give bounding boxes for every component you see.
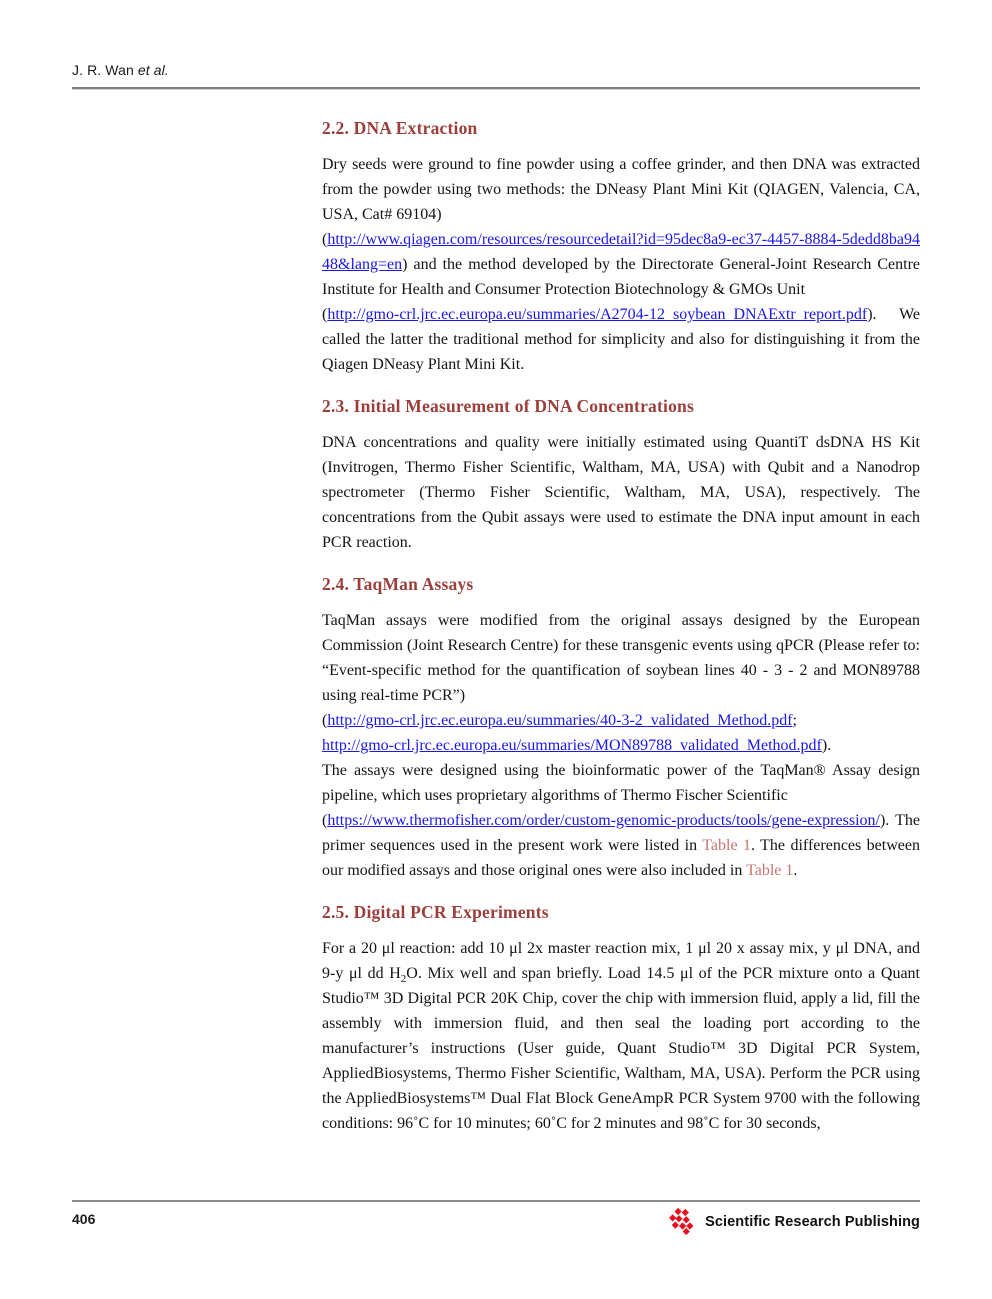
text-run: ) and the method developed by the Directorate General-Joint Research Centre Institute for Health and Consumer Protection Biotechnology & GMOs Unit [322,256,920,298]
subscript-text: 2 [400,973,407,986]
paragraph [322,152,920,377]
section-heading: 2.5. Digital PCR Experiments [322,902,549,922]
article-body [322,96,920,1136]
text-run: ( [322,231,328,248]
author-name: J. R. Wan [72,62,138,78]
running-head [72,62,920,90]
paragraph [322,430,920,555]
text-run: DNA concentrations and quality were initially estimated using QuantiT dsDNA HS Kit (Invitrogen, Thermo Fisher Scientific, Waltham, MA, USA) with Qubit and a Nanodrop spectrometer (Thermo Fisher Scientific, Waltham, MA, USA), respectively. The concentrations from the Qubit assays were used to estimate the DNA input amount in each PCR reaction. [322,434,920,551]
section-heading: 2.4. TaqMan Assays [322,574,474,594]
text-run: . [793,862,798,879]
text-run: TaqMan assays were modified from the original assays designed by the European Commission (Joint Research Centre) for these transgenic events using qPCR (Please refer to: “Event-specific method for the quantification of soybean lines 40 - 3 - 2 and MON89788 using real-time PCR”) [322,612,920,704]
text-run: For a 20 μl reaction: add 10 μl 2x master reaction mix, 1 μl 20 x assay mix, y μl DNA, and 9-y μl dd H [322,940,920,982]
text-run: ; [792,712,797,729]
hyperlink[interactable]: http://gmo-crl.jrc.ec.europa.eu/summaries/A2704-12_soybean_DNAExtr_report.pdf [327,306,868,323]
text-run: The assays were designed using the bioinformatic power of the TaqMan® Assay design pipeline, which uses proprietary algorithms of Thermo Fischer Scientific [322,762,920,804]
footer-rule [72,1200,920,1202]
page-number: 406 [72,1211,96,1227]
paragraph [322,936,920,1136]
section-heading: 2.3. Initial Measurement of DNA Concentrations [322,396,694,416]
publisher-mark [669,1206,920,1237]
hyperlink[interactable]: http://gmo-crl.jrc.ec.europa.eu/summaries/40-3-2_validated_Method.pdf [327,712,793,729]
section-heading: 2.2. DNA Extraction [322,118,478,138]
publisher-name: Scientific Research Publishing [705,1213,920,1230]
text-run: O. Mix well and span briefly. Load 14.5 μl of the PCR mixture onto a Quant Studio™ 3D Digital PCR 20K Chip, cover the chip with immersion fluid, apply a lid, fill the assembly with immersion fluid, and then seal the loading port according to the manufacturer’s instructions (User guide, Quant Studio™ 3D Digital PCR System, AppliedBiosystems, Thermo Fisher Scientific, Waltham, MA, USA). Perform the PCR using the AppliedBiosystems™ Dual Flat Block GeneAmpR PCR System 9700 with the following conditions: 96˚C for 10 minutes; 60˚C for 2 minutes and 98˚C for 30 seconds, [322,965,920,1132]
table-reference-link[interactable]: Table 1 [702,837,751,854]
text-run: ). [821,737,832,754]
text-run: ). We called the latter the traditional method for simplicity and also for distinguishing it from the Qiagen DNeasy Plant Mini Kit. [322,306,920,373]
text-run: ( [322,306,328,323]
text-run: Dry seeds were ground to fine powder using a coffee grinder, and then DNA was extracted from the powder using two methods: the DNeasy Plant Mini Kit (QIAGEN, Valencia, CA, USA, Cat# 69104) [322,156,920,223]
running-head-author [72,62,920,78]
text-run: ( [322,712,328,729]
table-reference-link[interactable]: Table 1 [746,862,794,879]
header-rule [72,87,920,90]
text-run: . The differences between our modified assays and those original ones were also included in [322,837,920,879]
hyperlink[interactable]: http://gmo-crl.jrc.ec.europa.eu/summaries/MON89788_validated_Method.pdf [322,737,822,754]
author-etal: et al. [137,62,169,78]
paragraph [322,608,920,883]
text-run: ). The primer sequences used in the present work were listed in [322,812,920,854]
hyperlink[interactable]: http://www.qiagen.com/resources/resourcedetail?id=95dec8a9-ec37-4457-8884-5dedd8ba9448&lang=en [322,231,920,273]
scirp-logo-icon [669,1206,698,1237]
hyperlink[interactable]: https://www.thermofisher.com/order/custom-genomic-products/tools/gene-expression/ [327,812,880,829]
text-run: ( [322,812,328,829]
